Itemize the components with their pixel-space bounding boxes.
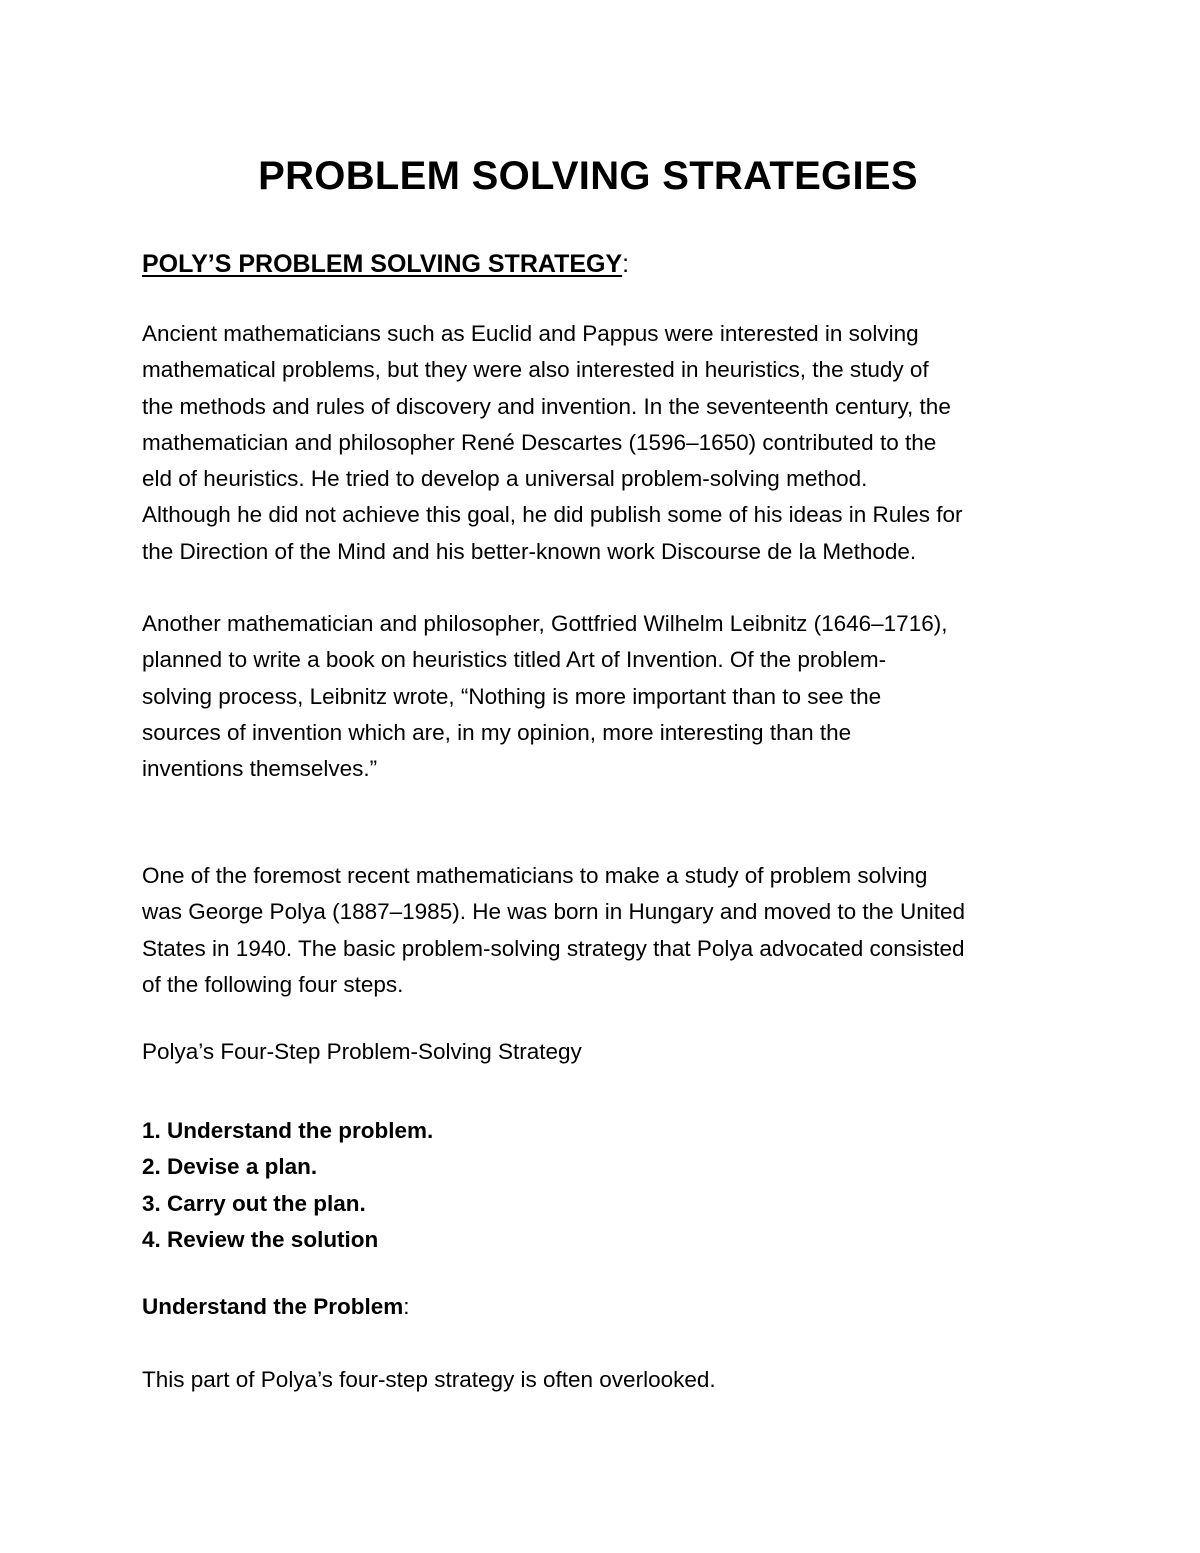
sub-heading-colon: : xyxy=(403,1294,410,1319)
text-line: mathematical problems, but they were also interested in heuristics, the study of xyxy=(142,357,929,383)
step-item: 2. Devise a plan. xyxy=(142,1154,318,1180)
paragraph-polya xyxy=(142,858,1082,1003)
text-line: mathematician and philosopher René Descartes (1596–1650) contributed to the xyxy=(142,429,937,455)
section-heading xyxy=(142,250,629,279)
page-title: PROBLEM SOLVING STRATEGIES xyxy=(258,154,918,198)
text-line: of the following four steps. xyxy=(142,971,404,997)
paragraph-leibnitz xyxy=(142,606,1082,787)
text-line: inventions themselves.” xyxy=(142,756,378,782)
text-line: Although he did not achieve this goal, he did publish some of his ideas in Rules for xyxy=(142,502,963,528)
steps-list xyxy=(142,1113,433,1258)
closing-text: This part of Polya’s four-step strategy is often overlooked. xyxy=(142,1367,716,1392)
paragraph-history xyxy=(142,316,1082,570)
sub-heading xyxy=(142,1294,410,1320)
text-line: Another mathematician and philosopher, Gottfried Wilhelm Leibnitz (1646–1716), xyxy=(142,611,948,636)
text-line: sources of invention which are, in my opinion, more interesting than the xyxy=(142,719,852,745)
text-line: solving process, Leibnitz wrote, “Nothing is more important than to see the xyxy=(142,683,882,709)
steps-list-intro: Polya’s Four-Step Problem-Solving Strategy xyxy=(142,1039,582,1064)
text-line: One of the foremost recent mathematicians to make a study of problem solving xyxy=(142,863,928,888)
step-item: 3. Carry out the plan. xyxy=(142,1190,366,1216)
section-heading-colon: : xyxy=(622,250,630,278)
sub-heading-text: Understand the Problem xyxy=(142,1294,404,1319)
text-line: eld of heuristics. He tried to develop a universal problem-solving method. xyxy=(142,466,868,492)
text-line: planned to write a book on heuristics titled Art of Invention. Of the problem- xyxy=(142,647,887,673)
text-line: was George Polya (1887–1985). He was born in Hungary and moved to the United xyxy=(142,899,965,925)
text-line: the methods and rules of discovery and invention. In the seventeenth century, the xyxy=(142,393,951,419)
text-line: States in 1940. The basic problem-solving strategy that Polya advocated consisted xyxy=(142,935,965,961)
text-line: the Direction of the Mind and his better-known work Discourse de la Methode. xyxy=(142,538,917,564)
section-heading-text: POLY’S PROBLEM SOLVING STRATEGY xyxy=(142,250,623,278)
step-item: 1. Understand the problem. xyxy=(142,1118,434,1143)
text-line: Ancient mathematicians such as Euclid and Pappus were interested in solving xyxy=(142,321,919,346)
step-item: 4. Review the solution xyxy=(142,1226,379,1252)
